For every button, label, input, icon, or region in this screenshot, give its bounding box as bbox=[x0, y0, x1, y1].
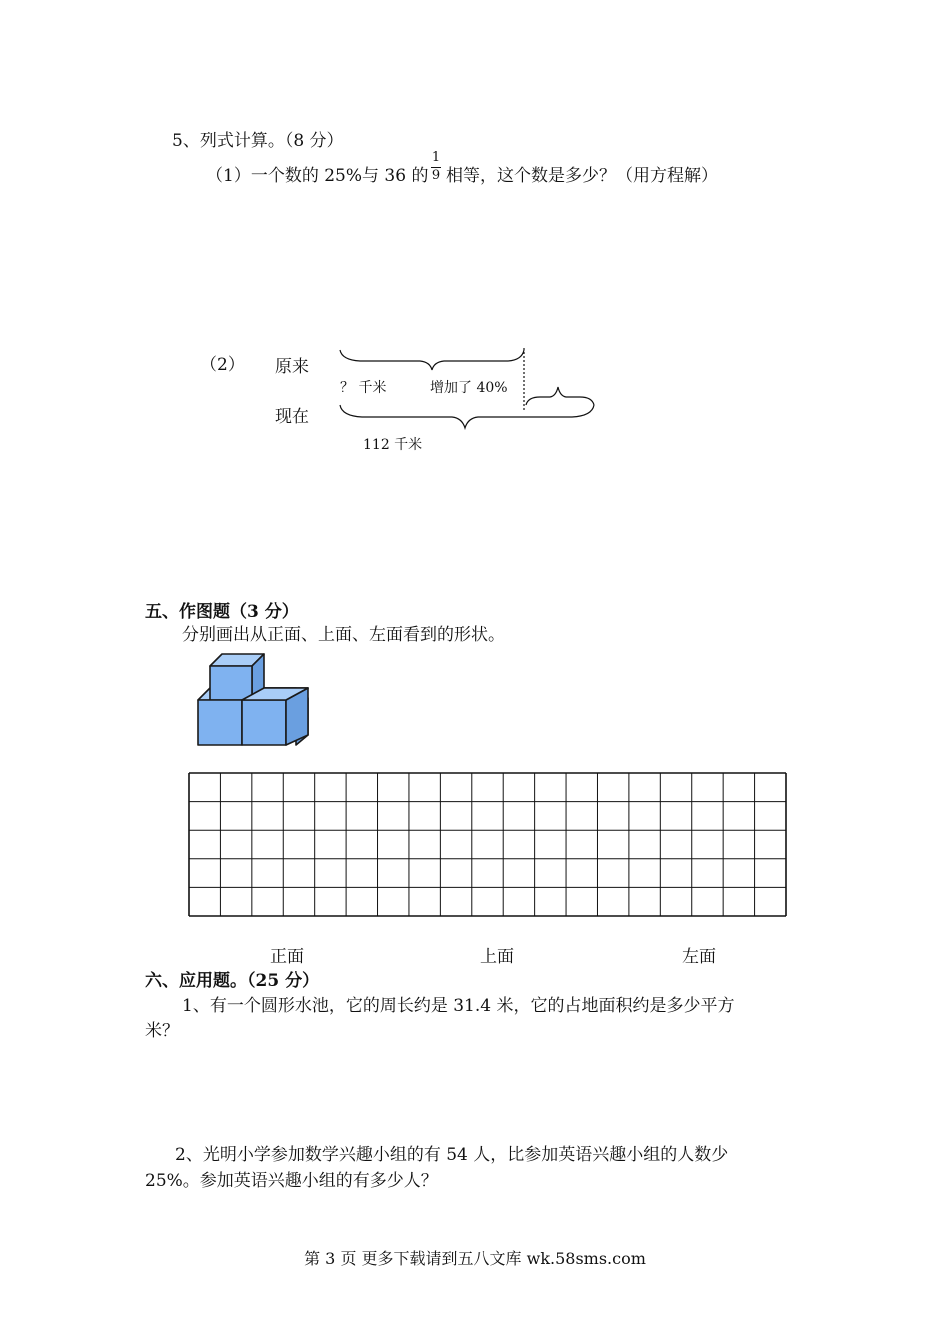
section5-instruction: 分别画出从正面、上面、左面看到的形状。 bbox=[182, 625, 505, 645]
q5-1-text-after: 相等，这个数是多少？（用方程解） bbox=[446, 166, 718, 186]
brace-increase bbox=[526, 387, 594, 405]
view-label-front: 正面 bbox=[270, 947, 304, 967]
q6-1-line1: 1、有一个圆形水池，它的周长约是 31.4 米，它的占地面积约是多少平方 bbox=[182, 996, 735, 1016]
q5-2-label: （2） bbox=[200, 355, 245, 375]
drawing-grid bbox=[188, 772, 788, 922]
page-footer: 第 3 页 更多下载请到五八文库 wk.58sms.com bbox=[304, 1249, 646, 1268]
q6-2-line1: 2、光明小学参加数学兴趣小组的有 54 人，比参加英语兴趣小组的人数少 bbox=[175, 1145, 729, 1165]
view-label-left: 左面 bbox=[682, 947, 716, 967]
section6-heading: 六、应用题。（25 分） bbox=[145, 971, 320, 991]
diagram-unknown-label: ？ 千米 bbox=[340, 380, 387, 396]
q6-1-line2: 米？ bbox=[145, 1021, 179, 1041]
view-label-top: 上面 bbox=[480, 947, 514, 967]
diagram-increase-label: 增加了 40% bbox=[430, 380, 508, 396]
diagram-total-label: 112 千米 bbox=[363, 437, 423, 453]
q5-1-fraction-denominator: 9 bbox=[431, 168, 441, 183]
q5-1-text-before: （1）一个数的 25%与 36 的 bbox=[206, 166, 429, 186]
cube-stack-figure bbox=[190, 650, 320, 750]
cube-bottom-right-front bbox=[242, 700, 286, 745]
cube-bottom-left-front bbox=[198, 700, 242, 745]
brace-original bbox=[340, 350, 524, 370]
q6-2-line2: 25%。参加英语兴趣小组的有多少人？ bbox=[145, 1171, 438, 1191]
q5-1-fraction-numerator: 1 bbox=[431, 150, 441, 165]
diagram-row-original-label: 原来 bbox=[275, 357, 309, 377]
diagram-row-now-label: 现在 bbox=[275, 407, 309, 427]
brace-now bbox=[340, 405, 594, 428]
q5-title: 5、列式计算。（8 分） bbox=[172, 131, 344, 151]
cube-top-front-face bbox=[210, 666, 252, 700]
section5-heading: 五、作图题（3 分） bbox=[145, 602, 299, 622]
line-segment-diagram bbox=[0, 0, 950, 500]
